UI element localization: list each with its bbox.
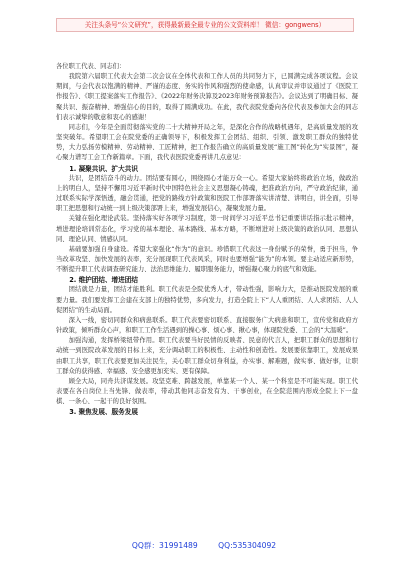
document-body (56, 62, 358, 417)
paragraph: 团结就是力量，团结才能胜利。职工代表是全院优秀人才，带动性强，影响力大，是推动医院发展的重要力量。我们要发挥工会建在支部上的独特优势，多向发力，打造全院上下“人人重团结、人人求团结、人人促团结”的生动局面。 (56, 286, 358, 314)
paragraph: 同志们，今年是全面贯彻落实党的二十大精神开局之年，是深化合作的战略机遇年，是高质量发展的攻坚突破年。希望职工会在院党委的正确领导下，积极发挥工会团结、组织、引领、激发职工群众的独特优势，大力弘扬劳模精神、劳动精神、工匠精神，把工作报告确立的高质量发展“施工图”转化为“实景图”，凝心聚力谱写工会工作新篇章。下面，我代表医院党委再讲几点意见： (56, 123, 358, 162)
greeting: 各位职工代表、同志们： (56, 63, 126, 70)
section-heading: 1. 凝聚共识、扩大共识 (69, 164, 138, 173)
section-heading: 2. 维护团结、增进团结 (69, 276, 138, 285)
section-heading: 3. 聚焦发展、服务发展 (69, 408, 138, 417)
qq-group-text: QQ群：31991489 (131, 541, 198, 550)
paragraph: 共识，是团结奋斗的动力。团结要有圆心，围绕圆心才能万众一心。希望大家始终将政治立场，做政治上的明白人，坚持不懈用习近平新时代中国特色社会主义思想凝心铸魂，把准政治方向，严守政治纪律，通过联系实际学深悟透，融会贯通，把党的路线方针政策和医院工作部署落实讲清楚、讲明白，讲全面，引导职工把思想和行动统一到上级决策部署上来，增强发展信心，凝聚发展力量。 (56, 174, 358, 213)
footer-contact (0, 540, 408, 551)
paragraph: 顾全大局，同舟共济谋发展。攻坚克难、跨越发展，单靠某一个人、某一个科室是不可能实现。职工代表要在各自岗位上当先锋、做表率，带动其他同志奋发有为、干事创业，在全院范围内形成全院上下一盘棋、一条心、一起干的良好氛围。 (56, 377, 358, 406)
paragraph: 加强沟通，发挥桥梁纽带作用。职工代表要当好民情的反映者、民意的代言人，把职工群众的思想和行动统一到医院改革发展的目标上来，充分调动职工的积极性、主动性和创造性。发展要依靠职工，发展成果由职工共享，职工代表要更加关注民生，关心职工群众切身利益，办实事、解难题，做实事、做好事，让职工群众的获得感、幸福感、安全感更加充实、更有保障。 (56, 337, 358, 375)
paragraph: 关键在强化理论武装。坚持落实好各项学习制度，第一时间学习习近平总书记重要讲话指示批示精神，增进理论培训常态化，学习党的基本理论、基本路线、基本方略，不断增进对上级决策的政治认同、思想认同、理论认同、情感认同。 (56, 215, 358, 243)
paragraph: 我院第六届职工代表大会第二次会议在全体代表和工作人员的共同努力下，已圆满完成各项议程。会议期间，与会代表以饱满的精神、严谨的态度、务实的作风和强烈的使命感，认真审议并审议通过了《医院工作报告》、《职工提案落实工作报告》、《2022年财务决算及2023年财务预算报告》。会议达到了明确目标、凝聚共识、振奋精神、增强信心的目的，取得了圆满成功。在此，我代表院党委向各位代表及参加大会的同志们表示诚挚的敬意和衷心的感谢！ (56, 73, 358, 121)
paragraph: 深入一线，密切同群众和病患联系。职工代表要密切联系、直接服务广大病患和职工，宣传党和政府方针政策，倾听群众心声，和职工工作生活遇到的操心事、烦心事、揪心事，体现院党委、工会的“大温暖”。 (56, 316, 358, 335)
qq-number-text: QQ:535304092 (218, 541, 277, 550)
top-banner: 关注头条号“公文研究”，获得最新最全最专业的公文资料库！ 微信：gongwens） (56, 18, 354, 32)
paragraph: 基础要加强自身建设。希望大家强化“作为”的意识。珍惜职工代表这一身份赋予的荣誉，勇于担当，争当改革攻坚、加快发展的表率，充分展现职工代表风采，同时也要增强“能为”的本领。要主动适应新形势，不断提升职工代表调查研究能力、法治思维能力、履职服务能力，增强凝心聚力的底气和效能。 (56, 245, 358, 274)
